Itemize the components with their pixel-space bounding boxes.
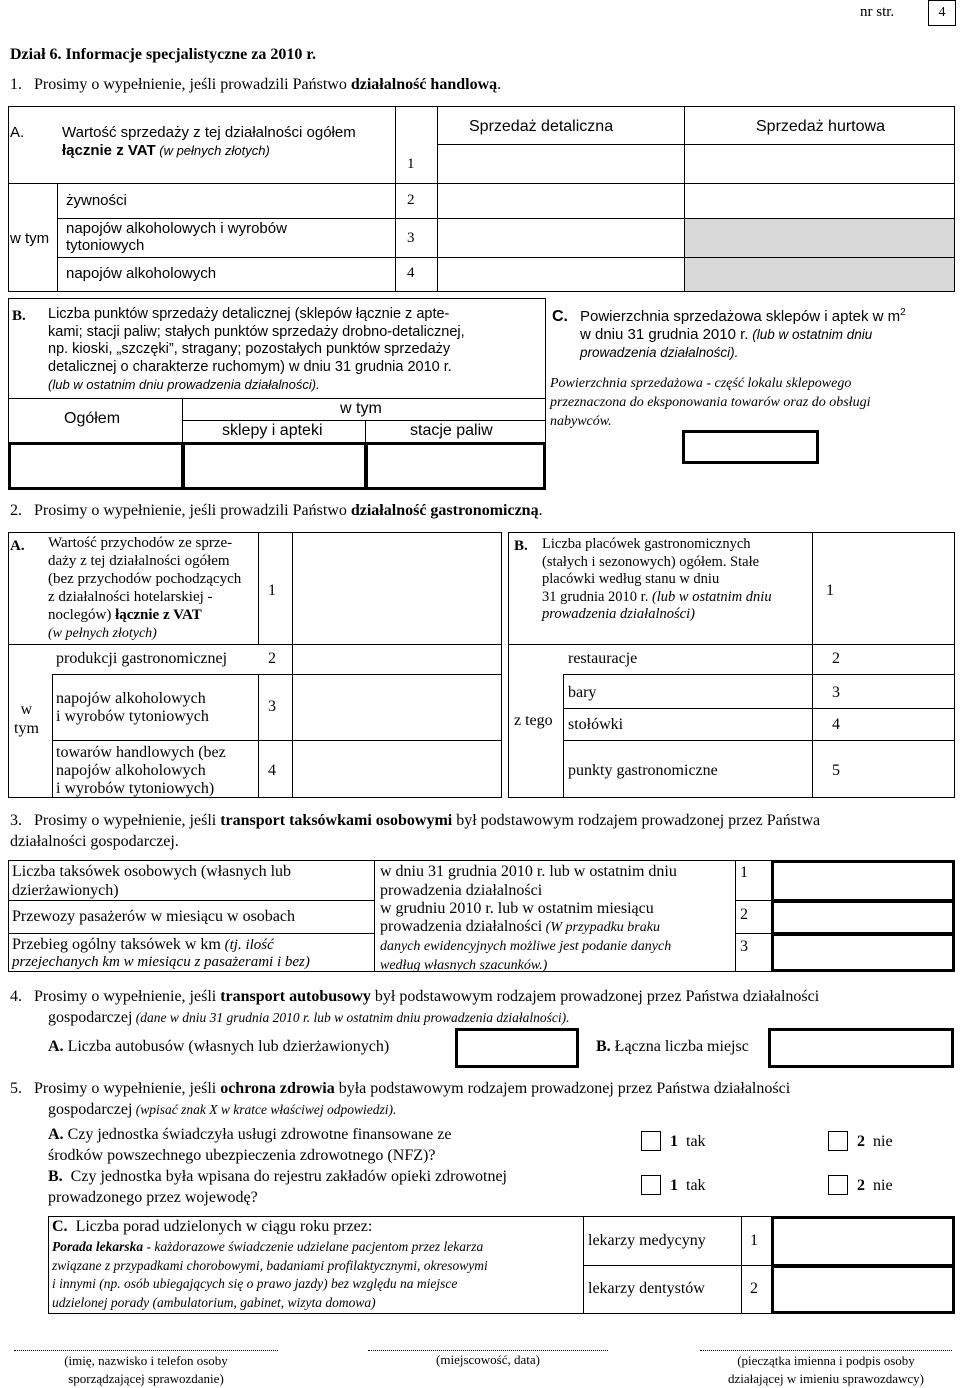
q3-r3-l1: Przebieg ogólny taksówek w km: [12, 936, 221, 953]
q2b-line3: placówki według stanu w dniu: [542, 571, 720, 587]
footer-stamp-l2: działającej w imieniu sprawozdawcy): [728, 1371, 924, 1386]
q3-m2-l1: w grudniu 2010 r. lub w ostatnim miesiącu: [380, 900, 654, 917]
page-number-box: [928, 0, 956, 26]
q1c-line2: w dniu 31 grudnia 2010 r.: [580, 326, 749, 343]
q3-r3-l1-italic: (tj. ilość: [220, 937, 274, 953]
q5-text-bold: ochrona zdrowia: [220, 1080, 335, 1097]
q4a-label: [48, 1038, 389, 1056]
q2b-line4-italic: (lub w ostatnim dniu: [648, 588, 772, 605]
q5-number: 5.: [10, 1080, 22, 1097]
q2-heading: [10, 502, 543, 520]
q5a-yes-num: 1: [670, 1133, 678, 1150]
q1c-definition: [550, 374, 870, 431]
q1a-row-alco-num: 4: [407, 265, 415, 281]
q2a-row4-num: 4: [268, 762, 276, 779]
q2a-num1: 1: [268, 582, 276, 599]
q5b-yes-num: 1: [670, 1177, 678, 1194]
q1a-row1-num: 1: [407, 156, 415, 172]
q1c-letter: C.: [552, 308, 568, 325]
q4a-field[interactable]: [455, 1028, 579, 1068]
q5b-line1: Czy jednostka była wpisana do rejestru zakładów opieki zdrowotnej: [70, 1168, 507, 1185]
q5b-no-text: nie: [873, 1177, 893, 1194]
q3-num1: 1: [740, 864, 748, 881]
q1a-row-alco-tob-num: 3: [407, 230, 415, 246]
q2a-row2-num: 2: [268, 650, 276, 667]
q3-m2-l4: według własnych szacunków.): [380, 958, 548, 973]
q1b-total: Ogółem: [64, 410, 121, 427]
q1c-line3: prowadzenia działalności).: [580, 345, 739, 360]
q2a-wtym: [14, 700, 39, 738]
q1-heading: [10, 76, 501, 94]
q3-num2: 2: [740, 906, 748, 923]
q1c-text: [580, 304, 906, 362]
q3-m2-l3: danych ewidencyjnych możliwe jest podanie danych: [380, 939, 672, 954]
q5c-doc2-num: 2: [750, 1280, 758, 1297]
q2b-row2-num: 2: [832, 650, 840, 667]
q1b-line1: Liczba punktów sprzedaży detalicznej (sklepów łącznie z apte-: [48, 306, 450, 322]
q2a-row3-l2: i wyrobów tytoniowych: [56, 708, 209, 725]
q3-field-1[interactable]: [771, 860, 955, 902]
q5c-bold: Porada lekarska: [52, 1239, 144, 1254]
section-title: Dział 6. Informacje specjalistyczne za 2010 r.: [10, 46, 316, 63]
q3-r3: [12, 936, 310, 971]
q1a-row-alco-tob: napojów alkoholowych i wyrobów tytoniowych: [66, 220, 287, 254]
q2a-row2: produkcji gastronomicznej: [56, 650, 228, 667]
q2a-line2: daży z tej działalności ogółem: [48, 553, 230, 569]
q1b-fuel-field[interactable]: [365, 442, 546, 490]
q2a-row4: [56, 744, 226, 798]
q3-m2: [380, 900, 671, 975]
q5c-field-2[interactable]: [771, 1265, 955, 1314]
q1a-label: [62, 124, 356, 160]
q1b-shops-field[interactable]: [182, 442, 367, 490]
q5a-letter: A.: [48, 1126, 64, 1143]
q5a-no-checkbox[interactable]: [828, 1131, 848, 1151]
col-wholesale: Sprzedaż hurtowa: [756, 118, 885, 135]
q4-text-end: był podstawowym rodzajem prowadzonej przez Państwa działalności: [370, 988, 820, 1005]
footer-stamp: [700, 1352, 952, 1388]
footer-preparer-l2: sporządzającej sprawozdanie): [68, 1371, 224, 1386]
q4-text: Prosimy o wypełnienie, jeśli: [34, 988, 221, 1005]
q5b-no-checkbox[interactable]: [828, 1175, 848, 1195]
q1b-wtym: w tym: [340, 400, 382, 417]
q5-heading: [10, 1078, 955, 1120]
q1b-line4: detalicznej o charakterze ruchomym) w dniu 31 grudnia 2010 r.: [48, 358, 452, 375]
q4b-field[interactable]: [768, 1028, 954, 1068]
q4-heading: [10, 986, 955, 1028]
q2b-row-stolowki-num: 4: [832, 716, 840, 733]
q4a-label-text: Liczba autobusów (własnych lub dzierżawionych): [67, 1038, 390, 1055]
q3-m1: [380, 862, 677, 900]
q5a-line2: środków powszechnego ubezpieczenia zdrowotnego (NFZ)?: [48, 1147, 436, 1164]
q5-text: Prosimy o wypełnienie, jeśli: [34, 1080, 221, 1097]
q5a-no-text: nie: [873, 1133, 893, 1150]
q1c-line1: Powierzchnia sprzedażowa sklepów i aptek w m: [580, 308, 901, 325]
q2a-row3-num: 3: [268, 698, 276, 715]
q1b-letter: B.: [12, 308, 26, 324]
q5c-title: [52, 1218, 372, 1236]
q2a-row3-l1: napojów alkoholowych: [56, 690, 206, 707]
q2b-num1: 1: [826, 582, 834, 599]
q1-number: 1.: [10, 76, 22, 93]
q5b-yes-checkbox[interactable]: [641, 1175, 661, 1195]
q1b-line5: (lub w ostatnim dniu prowadzenia działalności).: [48, 377, 320, 392]
q2a-line5-bold: łącznie z VAT: [111, 607, 202, 623]
q1c-line6: nabywców.: [550, 414, 612, 429]
footer-preparer-l1: (imię, nazwisko i telefon osoby: [64, 1353, 228, 1368]
q2-text-end: .: [538, 502, 543, 519]
q3-number: 3.: [10, 812, 22, 829]
q3-r3-l2: przejechanych km w miesiącu z pasażerami i bez): [12, 954, 310, 970]
q3-text-end: był podstawowym rodzajem prowadzonej przez Państwa: [452, 812, 821, 829]
q2a-line1: Wartość przychodów ze sprze-: [48, 535, 233, 551]
signature-line-2: [368, 1350, 608, 1351]
q2b-row2: restauracje: [568, 650, 638, 667]
q3-r1-l2: dzierżawionych): [12, 882, 119, 899]
q5c-doc1: lekarzy medycyny: [588, 1232, 706, 1249]
q2b-line2: (stałych i sezonowych) ogółem. Stałe: [542, 553, 760, 570]
q5c-doc2: lekarzy dentystów: [588, 1280, 705, 1297]
q1c-line2-italic: (lub w ostatnim dniu: [748, 327, 873, 342]
q5c-line3: i innymi (np. osób ubiegających się o prawo jazdy) bez względu na miejsce: [52, 1276, 458, 1291]
q5b-yes-label: [670, 1177, 706, 1195]
q1b-text: [48, 306, 465, 395]
q5b-no-label: [857, 1177, 893, 1195]
q1a-row-food-num: 2: [407, 192, 415, 208]
q4b-label: [596, 1038, 749, 1056]
q1a-row-food: żywności: [66, 192, 127, 209]
q2a-line6: (w pełnych złotych): [48, 626, 157, 641]
q5b-letter: B.: [48, 1168, 63, 1185]
q1a-line2-italic: (w pełnych złotych): [155, 143, 270, 158]
q3-field-2[interactable]: [771, 900, 955, 935]
q1a-wtym: w tym: [10, 230, 50, 247]
q5b-no-num: 2: [857, 1177, 865, 1194]
q1-text-end: .: [497, 76, 502, 93]
page-number: 4: [938, 5, 946, 20]
q1a-line1: Wartość sprzedaży z tej działalności ogółem: [62, 124, 356, 141]
q1c-line5: przeznaczona do eksponowania towarów oraz do obsługi: [550, 395, 871, 410]
q2a-row3: [56, 690, 209, 726]
q2b-line4: 31 grudnia 2010 r.: [542, 588, 649, 605]
q3-text: Prosimy o wypełnienie, jeśli: [34, 812, 221, 829]
q2b-row-stolowki: stołówki: [568, 716, 624, 733]
q1-text: Prosimy o wypełnienie, jeśli prowadzili Państwo: [34, 76, 351, 93]
q2a-row4-l1: towarów handlowych (bez: [56, 744, 226, 761]
q2a-row4-l2: napojów alkoholowych: [56, 762, 206, 779]
q1a-row-alco: napojów alkoholowych: [66, 265, 217, 282]
q5c-line1: - każdorazowe świadczenie udzielane pacjentom przez lekarza: [143, 1239, 484, 1254]
q5a-line1: Czy jednostka świadczyła usługi zdrowotne finansowane ze: [67, 1126, 452, 1143]
q1a-letter: A.: [10, 124, 25, 141]
q5c-letter: C.: [52, 1218, 68, 1235]
signature-line-1: [14, 1350, 278, 1351]
q5c-title-text: Liczba porad udzielonych w ciągu roku przez:: [75, 1218, 373, 1235]
q5c-definition: [52, 1238, 580, 1312]
q2b-row-punkty: punkty gastronomiczne: [568, 762, 718, 779]
q1-text-bold: działalność handlową: [350, 76, 498, 93]
q1b-total-field[interactable]: [8, 442, 184, 490]
q2b-text: [542, 536, 772, 624]
q2a-line5: noclegów): [48, 607, 112, 623]
q4b-letter: B.: [596, 1038, 611, 1055]
q2b-row-bary-num: 3: [832, 684, 840, 701]
q4a-letter: A.: [48, 1038, 64, 1055]
q3-m2-l2: prowadzenia działalności: [380, 918, 543, 935]
q3-num3: 3: [740, 938, 748, 955]
q3-field-3[interactable]: [771, 933, 955, 972]
footer-preparer: [14, 1352, 278, 1388]
q2-text-bold: działalność gastronomiczną: [350, 502, 539, 519]
q5a-question: [48, 1124, 507, 1208]
footer-stamp-l1: (pieczątka imienna i podpis osoby: [737, 1353, 915, 1368]
q5-line2-italic: (wpisać znak X w kratce właściwej odpowiedzi).: [132, 1102, 397, 1117]
q5a-yes-label: [670, 1133, 706, 1151]
q2b-letter: B.: [514, 538, 528, 554]
q2a-wtym-2: tym: [14, 720, 39, 737]
q2a-wtym-1: w: [20, 701, 33, 718]
q2a-line4: z działalności hotelarskiej -: [48, 589, 213, 605]
footer-place-date: (miejscowość, data): [436, 1352, 540, 1367]
q4-line2-italic: (dane w dniu 31 grudnia 2010 r. lub w ostatnim dniu prowadzenia działalności).: [132, 1010, 570, 1025]
q1c-area-field[interactable]: [682, 430, 819, 464]
q2a-row4-l3: i wyrobów tytoniowych): [56, 780, 215, 797]
q3-m2-l2-italic: (W przypadku braku: [542, 920, 660, 935]
q5b-line2: prowadzonego przez wojewodę?: [48, 1189, 258, 1206]
q5c-doc1-num: 1: [750, 1232, 758, 1249]
q1c-line4: Powierzchnia sprzedażowa - część lokalu sklepowego: [550, 376, 852, 391]
q5c-line4: udzielonej porady (ambulatorium, gabinet, wizyta domowa): [52, 1294, 376, 1310]
q3-r1: [12, 862, 291, 900]
q2a-line3: (bez przychodów pochodzących: [48, 571, 242, 587]
q5a-no-num: 2: [857, 1133, 865, 1150]
q2b-row-punkty-num: 5: [832, 762, 840, 779]
q3-m1-l1: w dniu 31 grudnia 2010 r. lub w ostatnim dniu: [380, 863, 677, 880]
q3-r1-l1: Liczba taksówek osobowych (własnych lub: [12, 863, 292, 880]
q5b-yes-text: tak: [686, 1177, 706, 1194]
q5-text-end: była podstawowym rodzajem prowadzonej przez Państwa działalności: [334, 1080, 791, 1097]
q5a-no-label: [857, 1133, 893, 1151]
q2b-row-bary: bary: [568, 684, 597, 701]
q4-number: 4.: [10, 988, 22, 1005]
q5c-field-1[interactable]: [771, 1216, 955, 1267]
q1b-line2: kami; stacji paliw; stałych punktów sprzedaży drobno-detalicznej,: [48, 323, 465, 340]
q2b-line5: prowadzenia działalności): [542, 606, 695, 622]
q3-text-bold: transport taksówkami osobowymi: [220, 812, 453, 829]
q2b-line1: Liczba placówek gastronomicznych: [542, 536, 751, 552]
q1c-sup: 2: [900, 307, 906, 318]
q4-line2: gospodarczej: [48, 1009, 133, 1026]
q5a-yes-checkbox[interactable]: [641, 1131, 661, 1151]
q1a-line2-bold: łącznie z VAT: [62, 142, 156, 159]
q5-line2: gospodarczej: [48, 1101, 133, 1118]
page-label: nr str.: [860, 4, 895, 20]
q3-heading: [10, 810, 955, 852]
q4b-label-text: Łączna liczba miejsc: [614, 1038, 749, 1055]
q1b-line3: np. kioski, „szczęki”, stragany; pozostałych punktów sprzedaży: [48, 341, 451, 357]
q5c-line2: związane z przypadkami chorobowymi, badaniami profilaktycznymi, okresowymi: [52, 1257, 488, 1273]
q2b-ztego: z tego: [514, 712, 553, 729]
signature-line-3: [700, 1350, 952, 1351]
col-retail: Sprzedaż detaliczna: [469, 118, 614, 135]
q3-r2: Przewozy pasażerów w miesiącu w osobach: [12, 908, 296, 925]
q2-text: Prosimy o wypełnienie, jeśli prowadzili Państwo: [34, 502, 351, 519]
q5a-yes-text: tak: [686, 1133, 706, 1150]
q1b-shops: sklepy i apteki: [222, 422, 323, 439]
q3-text-line2: działalności gospodarczej.: [10, 833, 179, 850]
q4-text-bold: transport autobusowy: [220, 988, 371, 1005]
q2a-letter: A.: [10, 538, 25, 554]
q2-number: 2.: [10, 502, 22, 519]
q3-m1-l2: prowadzenia działalności: [380, 882, 543, 899]
q2a-text: [48, 534, 241, 643]
q1b-fuel: stacje paliw: [410, 422, 493, 439]
